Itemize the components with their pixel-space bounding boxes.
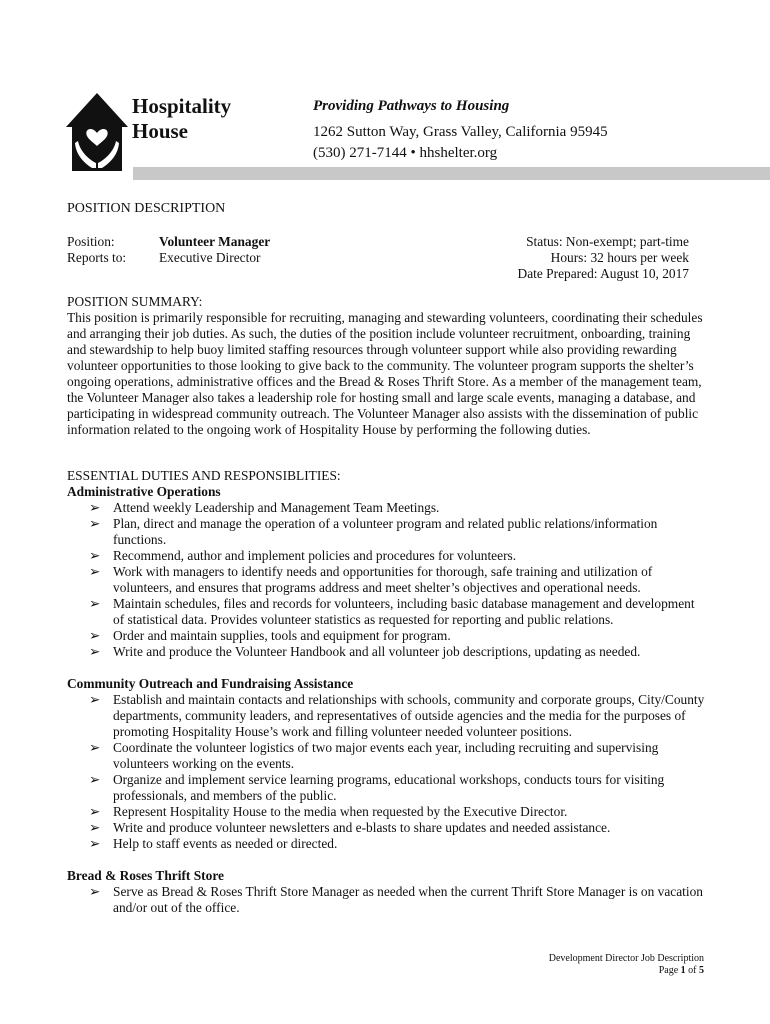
duty-item: ➢ Represent Hospitality House to the media when requested by the Executive Director. <box>89 804 568 819</box>
arrow-bullet-icon: ➢ <box>89 884 101 899</box>
section-title: Community Outreach and Fundraising Assistance <box>67 676 354 691</box>
arrow-bullet-icon: ➢ <box>89 644 101 659</box>
duty-item: ➢ Serve as Bread & Roses Thrift Store Manager as needed when the current Thrift Store Manager is on vacation and/or out of the office. <box>89 884 703 915</box>
duty-item: ➢ Recommend, author and implement policies and procedures for volunteers. <box>89 548 517 563</box>
arrow-bullet-icon: ➢ <box>89 516 101 531</box>
section-bread-roses-thrift-store <box>67 868 707 916</box>
essential-duties <box>67 468 707 916</box>
duty-item: ➢ Coordinate the volunteer logistics of two major events each year, including recruiting and supervising volunteers working on the events. <box>89 740 659 771</box>
summary-text: This position is primarily responsible for recruiting, managing and stewarding volunteers, coordinating their schedules and arranging their job duties. As such, the duties of the position include volunteer recruitment, onboarding, training and stewardship to help buoy limited staffing resources through volunteer support while also providing rewarding volunteer opportunities to those looking to give back to the community. The volunteer program supports the shelter’s ongoing operations, administrative offices and the Bread & Roses Thrift Store. As a member of the management team, the Volunteer Manager also takes a leadership role for hosting small and large scale events, managing a database, and participating in widespread community outreach. The Volunteer Manager also assists with the dissemination of public information related to the ongoing work of Hospitality House by performing the following duties. <box>67 310 703 437</box>
position-summary <box>67 294 707 438</box>
duty-list <box>67 884 707 916</box>
footer-doc-name: Development Director Job Description <box>548 953 704 964</box>
duty-item: ➢ Work with managers to identify needs and opportunities for thorough, safe training and utilization of volunteers, and ensures that programs address and meet shelter’s objectives and operational needs. <box>89 564 653 595</box>
duty-item: ➢ Attend weekly Leadership and Management Team Meetings. <box>89 500 440 515</box>
arrow-bullet-icon: ➢ <box>89 628 101 643</box>
section-title: Administrative Operations <box>67 484 221 499</box>
arrow-bullet-icon: ➢ <box>89 836 101 851</box>
status: Status: Non-exempt; part-time <box>526 234 689 249</box>
duty-item: ➢ Organize and implement service learning programs, educational workshops, conducts tours for visiting professionals, and members of the public. <box>89 772 665 803</box>
duty-item: ➢ Write and produce volunteer newsletters and e-blasts to share updates and needed assistance. <box>89 820 611 835</box>
section-community-outreach <box>67 676 707 852</box>
duty-item: ➢ Write and produce the Volunteer Handbook and all volunteer job descriptions, updating as needed. <box>89 644 641 659</box>
house-hands-heart-icon <box>66 93 128 171</box>
org-name-line1: Hospitality <box>132 94 232 118</box>
summary-heading: POSITION SUMMARY: <box>67 294 203 309</box>
page-footer <box>549 953 704 977</box>
contact-block <box>313 122 608 164</box>
arrow-bullet-icon: ➢ <box>89 596 101 611</box>
arrow-bullet-icon: ➢ <box>89 692 101 707</box>
date-prepared: Date Prepared: August 10, 2017 <box>517 266 689 281</box>
reports-to-value: Executive Director <box>159 250 261 265</box>
duties-heading: ESSENTIAL DUTIES AND RESPONSIBLITIES: <box>67 468 341 483</box>
arrow-bullet-icon: ➢ <box>89 820 101 835</box>
duty-list <box>67 500 707 660</box>
arrow-bullet-icon: ➢ <box>89 740 101 755</box>
duty-item: ➢ Help to staff events as needed or directed. <box>89 836 338 851</box>
duty-item: ➢ Plan, direct and manage the operation of a volunteer program and related public relations/information functions. <box>89 516 658 547</box>
address: 1262 Sutton Way, Grass Valley, California 95945 <box>313 124 608 140</box>
org-name-line2: House <box>132 119 189 143</box>
phone-website: (530) 271-7144 • hhshelter.org <box>313 145 498 161</box>
hours: Hours: 32 hours per week <box>550 250 689 265</box>
position-value: Volunteer Manager <box>159 234 271 249</box>
arrow-bullet-icon: ➢ <box>89 548 101 563</box>
reports-to-label: Reports to: <box>67 250 127 265</box>
header-divider <box>133 167 770 180</box>
arrow-bullet-icon: ➢ <box>89 772 101 787</box>
hospitality-house-logo <box>66 93 128 171</box>
section-title: Bread & Roses Thrift Store <box>67 868 224 883</box>
organization-name <box>132 94 231 144</box>
document-title: POSITION DESCRIPTION <box>67 201 226 216</box>
arrow-bullet-icon: ➢ <box>89 804 101 819</box>
duty-item: ➢ Order and maintain supplies, tools and equipment for program. <box>89 628 451 643</box>
page-number: Page 1 of 5 <box>658 965 704 976</box>
section-administrative-operations <box>67 484 707 660</box>
duty-list <box>67 692 707 852</box>
arrow-bullet-icon: ➢ <box>89 500 101 515</box>
duty-item: ➢ Establish and maintain contacts and relationships with schools, community and corporate groups, City/County departments, community leaders, and representatives of outside agencies and the media for the purposes of promoting Hospitality House’s work and filling volunteer needed volunteer positions. <box>89 692 705 739</box>
tagline: Providing Pathways to Housing <box>313 98 510 114</box>
position-label: Position: <box>67 234 115 249</box>
arrow-bullet-icon: ➢ <box>89 564 101 579</box>
duty-item: ➢ Maintain schedules, files and records for volunteers, including basic database management and development of statistical data. Provides volunteer statistics as requested for reporting and public relations. <box>89 596 695 627</box>
